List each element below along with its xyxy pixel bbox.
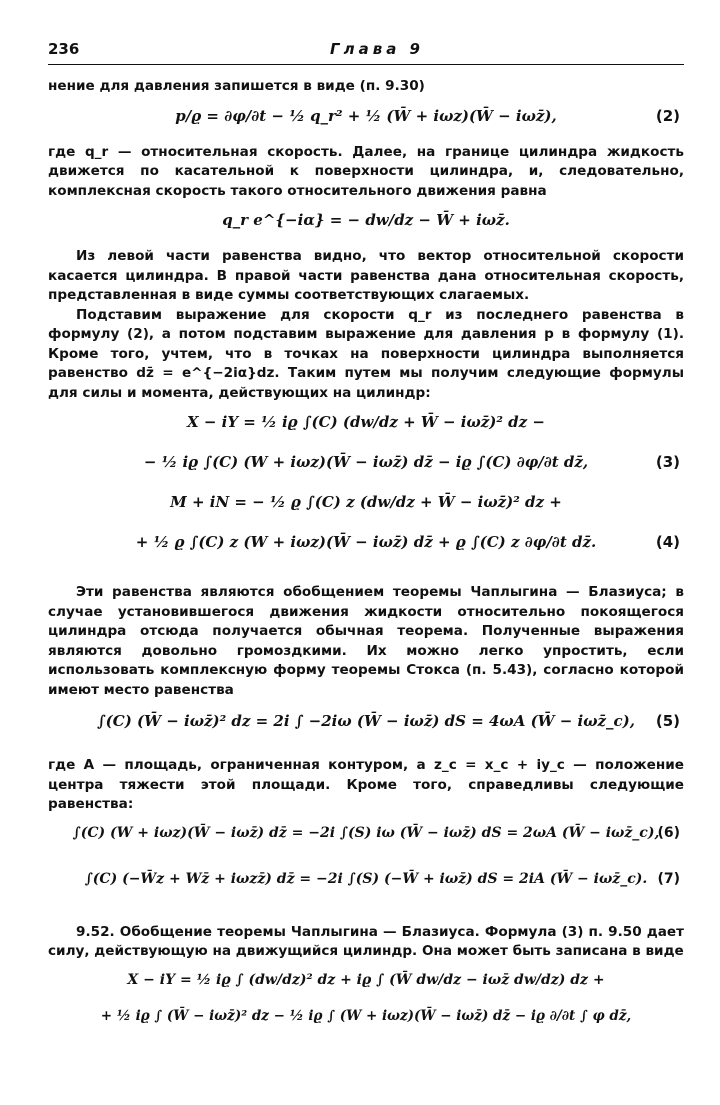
equation-5: [48, 712, 684, 756]
equation-3b: [48, 453, 684, 493]
equation-7-number: (7): [657, 870, 680, 887]
equation-qr: [48, 211, 684, 241]
page-number: 236: [48, 40, 80, 58]
equation-3a-body: X − iY = ½ iϱ ∫(C) (dw/dz + W̄ − iωz̄)² dz −: [187, 413, 545, 431]
equation-2: [48, 107, 684, 135]
equation-6-body: ∫(C) (W + iωz)(W̄ − iωz̄) dz̄ = −2i ∫(S) iω (W̄ − iωz̄) dS = 2ωA (W̄ − iωz̄_c),: [72, 824, 660, 841]
chapter-title: Глава 9: [330, 40, 424, 58]
equation-8a-body: X − iY = ½ iϱ ∫ (dw/dz)² dz + iϱ ∫ (W̄ dw/dz − iωz̄ dw/dz) dz +: [127, 971, 605, 988]
paragraph-4: Подставим выражение для скорости q_r из последнего равенства в формулу (2), а потом подставим выражение для давления p в формулу (1). Кроме того, учтем, что в точках на поверхности цилиндра выполняется равенство dz̄ = e^{−2iα}dz. Таким путем мы получим следующие формулы для силы и момента, действующих на цилиндр:: [48, 306, 684, 401]
book-page: [48, 40, 684, 1090]
equation-8b-body: + ½ iϱ ∫ (W̄ − iωz̄)² dz − ½ iϱ ∫ (W + iωz)(W̄ − iωz̄) dz̄ − iϱ ∂/∂t ∫ φ dz̄,: [100, 1007, 632, 1024]
equation-2-body: p/ϱ = ∂φ/∂t − ½ q_r² + ½ (W̄ + iωz)(W̄ − iωz̄),: [175, 106, 557, 125]
paragraph-1: нение для давления запишется в виде (п. 9.30): [48, 78, 425, 94]
equation-6-number: (6): [657, 824, 680, 841]
equation-8a: [48, 972, 684, 1008]
paragraph-6: где A — площадь, ограниченная контуром, а z_c = x_c + iy_c — положение центра тяжести этой площади. Кроме того, справедливы следующие равенства:: [48, 757, 684, 812]
equation-4b-body: + ½ ϱ ∫(C) z (W + iωz)(W̄ − iωz̄) dz̄ + ϱ ∫(C) z ∂φ/∂t dz̄.: [135, 533, 597, 551]
paragraph-7-text: Формула (3) п. 9.50 дает силу, действующую на движущийся цилиндр. Она может быть записана в виде: [48, 923, 684, 959]
equation-6: [48, 825, 684, 871]
equation-4-number: (4): [655, 533, 680, 551]
equation-4a-body: M + iN = − ½ ϱ ∫(C) z (dw/dz + W̄ − iωz̄)² dz +: [170, 493, 562, 511]
paragraph-7: [48, 923, 684, 962]
equation-5-body: ∫(C) (W̄ − iωz̄)² dz = 2i ∫ −2iω (W̄ − iωz̄) dS = 4ωA (W̄ − iωz̄_c),: [97, 712, 635, 730]
equation-qr-body: q_r e^{−iα} = − dw/dz − W̄ + iωz̄.: [222, 211, 510, 229]
equation-5-number: (5): [655, 712, 680, 730]
equation-3b-body: − ½ iϱ ∫(C) (W + iωz)(W̄ − iωz̄) dz̄ − iϱ ∫(C) ∂φ/∂t dz̄,: [143, 453, 589, 471]
paragraph-2: где q_r — относительная скорость. Далее, на границе цилиндра жидкость движется по касательной к поверхности цилиндра, и, следовательно, комплексная скорость такого относительного движения равна: [48, 143, 684, 199]
equation-4a: [48, 493, 684, 533]
equation-4b: [48, 533, 684, 575]
equation-3-number: (3): [655, 453, 680, 471]
section-title: 9.52. Обобщение теоремы Чаплыгина — Блазиуса.: [76, 923, 480, 940]
paragraph-5: Эти равенства являются обобщением теоремы Чаплыгина — Блазиуса; в случае установившегося движения жидкости относительно покоящегося цилиндра отсюда получается обычная теорема. Полученные выражения являются довольно громоздкими. Их можно легко упростить, если использовать комплексную форму теоремы Стокса (п. 5.43), согласно которой имеют место равенства: [48, 584, 684, 698]
page-header: [48, 40, 684, 65]
equation-3a: [48, 413, 684, 453]
equation-7-body: ∫(C) (−W̄z + Wz̄ + iωzz̄) dz̄ = −2i ∫(S) (−W̄ + iωz̄) dS = 2iA (W̄ − iωz̄_c).: [84, 870, 648, 887]
equation-2-number: (2): [655, 106, 680, 125]
equation-8b: [48, 1008, 684, 1042]
equation-7: [48, 871, 684, 917]
paragraph-3: Из левой части равенства видно, что вектор относительной скорости касается цилиндра. В правой части равенства дана относительная скорость, представленная в виде суммы соответствующих слагаемых.: [48, 248, 684, 303]
